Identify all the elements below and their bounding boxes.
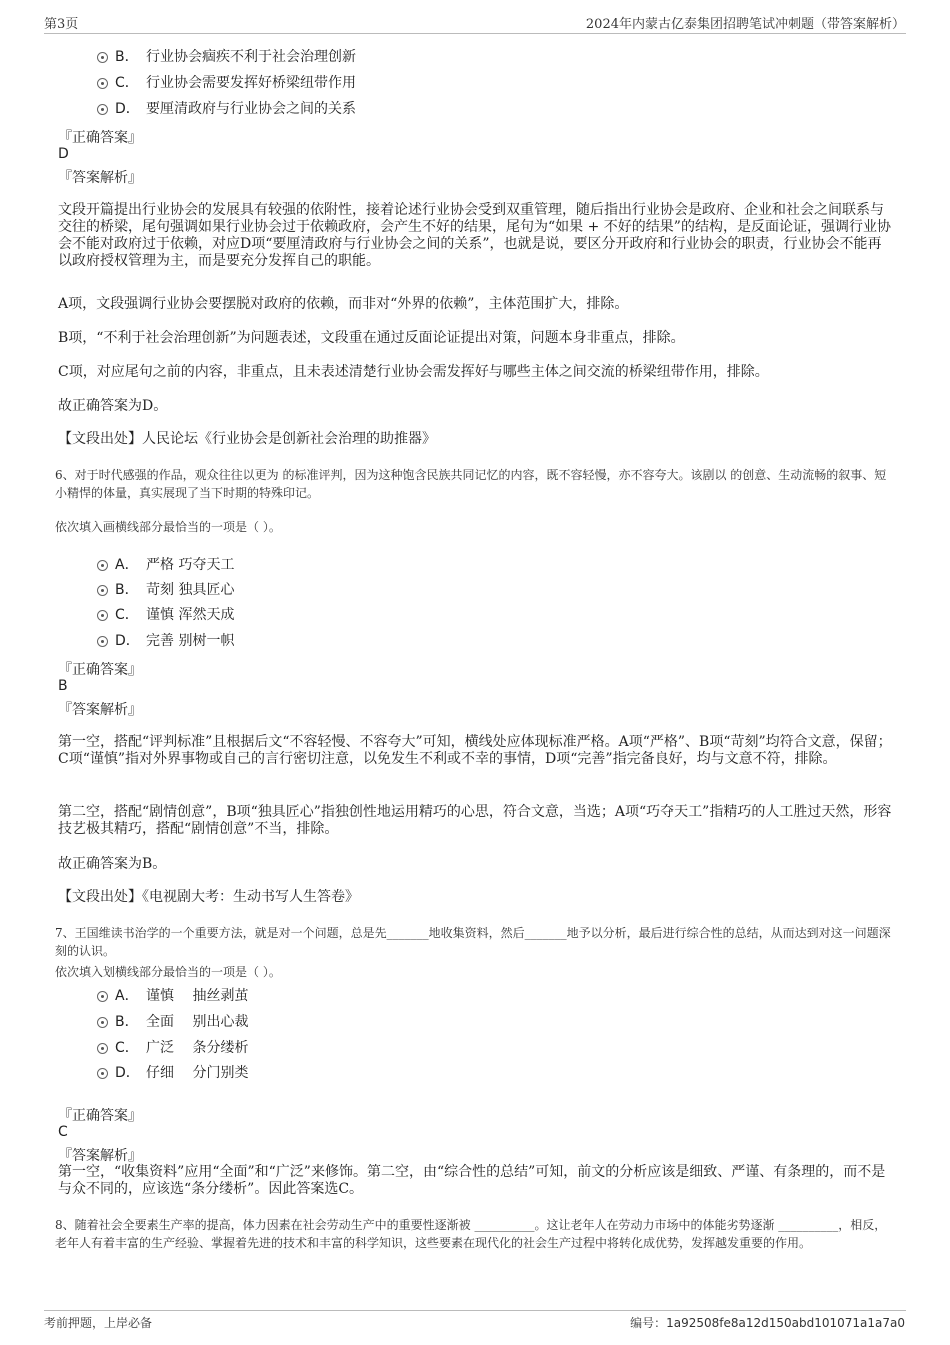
option-letter: D． <box>115 101 140 117</box>
q7-analysis-label: 『答案解析』 <box>58 1148 142 1164</box>
page-number: 第3页 <box>44 17 79 32</box>
q7-analysis: 第一空，“收集资料”应用“全面”和“广泛”来修饰。第二空，由“综合性的总结”可知，前文的分析应该是细致、严谨、有条理的，而不是与众不同的，应该选“条分缕析”。因此答案选C。 <box>58 1164 886 1197</box>
q7-answer: C <box>58 1124 68 1140</box>
document-code <box>630 1314 905 1331</box>
q6-source: 【文段出处】《电视剧大考：生动书写人生答卷》 <box>58 889 359 905</box>
radio-icon[interactable] <box>97 610 108 621</box>
q5-analysis-main: 文段开篇提出行业协会的发展具有较强的依附性，接着论述行业协会受到双重管理，随后指出行业协会是政府、企业和社会之间联系与交往的桥梁，尾句强调如果行业协会过于依赖政府，会产生不好的结果，尾句为“如果 + 不好的结果”的结构，是反面论证，强调行业协会不能对政府过于依赖，对应D项“要厘清政府与行业协会之间的关系”，也就是说，要区分开政府和行业协会的职责，行业协会不能再以政府授权管理为主，而是要充分发挥自己的职能。 <box>58 202 891 269</box>
q5-analysis-b: B项，“不利于社会治理创新”为问题表述，文段重在通过反面论证提出对策，问题本身非重点，排除。 <box>58 330 685 346</box>
option-text: 严格 巧夺天工 <box>146 557 235 573</box>
option-letter: C． <box>115 1040 139 1056</box>
option-letter: B． <box>115 582 139 598</box>
q6-analysis-second: 第二空，搭配“剧情创意”，B项“独具匠心”指独创性地运用精巧的心思，符合文意，当选；A项“巧夺天工”指精巧的人工胜过天然，形容技艺极其精巧，搭配“剧情创意”不当，排除。 <box>58 804 892 837</box>
radio-icon[interactable] <box>97 1043 108 1054</box>
q6-answer-label: 『正确答案』 <box>58 662 142 678</box>
q5-analysis-a: A项，文段强调行业协会要摆脱对政府的依赖，而非对“外界的依赖”，主体范围扩大，排除。 <box>58 296 629 312</box>
q8-stem: 8、随着社会全要素生产率的提高，体力因素在社会劳动生产中的重要性逐渐被 __________。这让老年人在劳动力市场中的体能劣势逐渐 __________，相反，老年人有着丰富的生产经验、掌握着先进的技术和丰富的科学知识，这些要素在现代化的社会生产过程中将转化成优势，发挥越发重要的作用。 <box>55 1218 887 1250</box>
option-letter: A． <box>115 557 139 573</box>
option-letter: B． <box>115 49 139 65</box>
q5-analysis-label: 『答案解析』 <box>58 170 142 186</box>
option-text: 完善 别树一帜 <box>146 633 235 649</box>
option-text: 仔细 分门别类 <box>146 1065 249 1081</box>
q6-conclusion: 故正确答案为B。 <box>58 856 167 872</box>
q6-analysis-first: 第一空，搭配“评判标准”且根据后文“不容轻慢、不容夸大”可知，横线处应体现标准严格。A项“严格”、B项“苛刻”均符合文意，保留；C项“谨慎”指对外界事物或自己的言行密切注意，以免发生不利或不幸的事情，D项“完善”指完备良好，均与文意不符，排除。 <box>58 734 892 767</box>
radio-icon[interactable] <box>97 78 108 89</box>
option-text: 广泛 条分缕析 <box>146 1040 249 1056</box>
q6-stem: 6、对于时代感强的作品，观众往往以更为 的标准评判，因为这种饱含民族共同记忆的内容，既不容轻慢，亦不容夸大。该剧以 的创意、生动流畅的叙事、短小精悍的体量，真实展现了当下时期的特殊印记。 <box>55 468 887 500</box>
q5-source: 【文段出处】人民论坛《行业协会是创新社会治理的助推器》 <box>58 431 436 447</box>
option-letter: D． <box>115 1065 140 1081</box>
q5-answer-label: 『正确答案』 <box>58 130 142 146</box>
document-title: 2024年内蒙古亿泰集团招聘笔试冲刺题（带答案解析） <box>585 17 905 32</box>
q5-analysis-c: C项，对应尾句之前的内容，非重点，且未表述清楚行业协会需发挥好与哪些主体之间交流的桥梁纽带作用，排除。 <box>58 364 769 380</box>
document-code-label: 编号： <box>630 1316 667 1330</box>
header-divider <box>44 33 906 34</box>
document-code-value: 1a92508fe8a12d150abd101071a1a7a0 <box>666 1316 905 1330</box>
q6-prompt: 依次填入画横线部分最恰当的一项是（ ）。 <box>55 520 281 534</box>
option-letter: A． <box>115 988 139 1004</box>
option-text: 要厘清政府与行业协会之间的关系 <box>146 101 356 117</box>
q7-stem: 7、王国维读书治学的一个重要方法，就是对一个问题，总是先_______地收集资料，然后_______地予以分析，最后进行综合性的总结，从而达到对这一问题深刻的认识。 <box>55 926 891 958</box>
option-letter: C． <box>115 607 139 623</box>
radio-icon[interactable] <box>97 1017 108 1028</box>
option-letter: C． <box>115 75 139 91</box>
radio-icon[interactable] <box>97 1068 108 1079</box>
radio-icon[interactable] <box>97 560 108 571</box>
option-text: 行业协会需要发挥好桥梁纽带作用 <box>146 75 356 91</box>
radio-icon[interactable] <box>97 636 108 647</box>
option-text: 谨慎 抽丝剥茧 <box>146 988 249 1004</box>
footer-divider <box>44 1310 906 1311</box>
option-text: 行业协会痼疾不利于社会治理创新 <box>146 49 356 65</box>
q7-answer-label: 『正确答案』 <box>58 1108 142 1124</box>
option-letter: D． <box>115 633 140 649</box>
radio-icon[interactable] <box>97 585 108 596</box>
footer-slogan: 考前押题，上岸必备 <box>44 1316 153 1330</box>
option-letter: B． <box>115 1014 139 1030</box>
q6-answer: B <box>58 678 68 694</box>
option-text: 苛刻 独具匠心 <box>146 582 235 598</box>
q5-answer: D <box>58 146 69 162</box>
radio-icon[interactable] <box>97 991 108 1002</box>
q7-prompt: 依次填入划横线部分最恰当的一项是（ ）。 <box>55 965 281 979</box>
radio-icon[interactable] <box>97 104 108 115</box>
radio-icon[interactable] <box>97 52 108 63</box>
q5-conclusion: 故正确答案为D。 <box>58 398 168 414</box>
option-text: 谨慎 浑然天成 <box>146 607 235 623</box>
option-text: 全面 别出心裁 <box>146 1014 249 1030</box>
q6-analysis-label: 『答案解析』 <box>58 702 142 718</box>
